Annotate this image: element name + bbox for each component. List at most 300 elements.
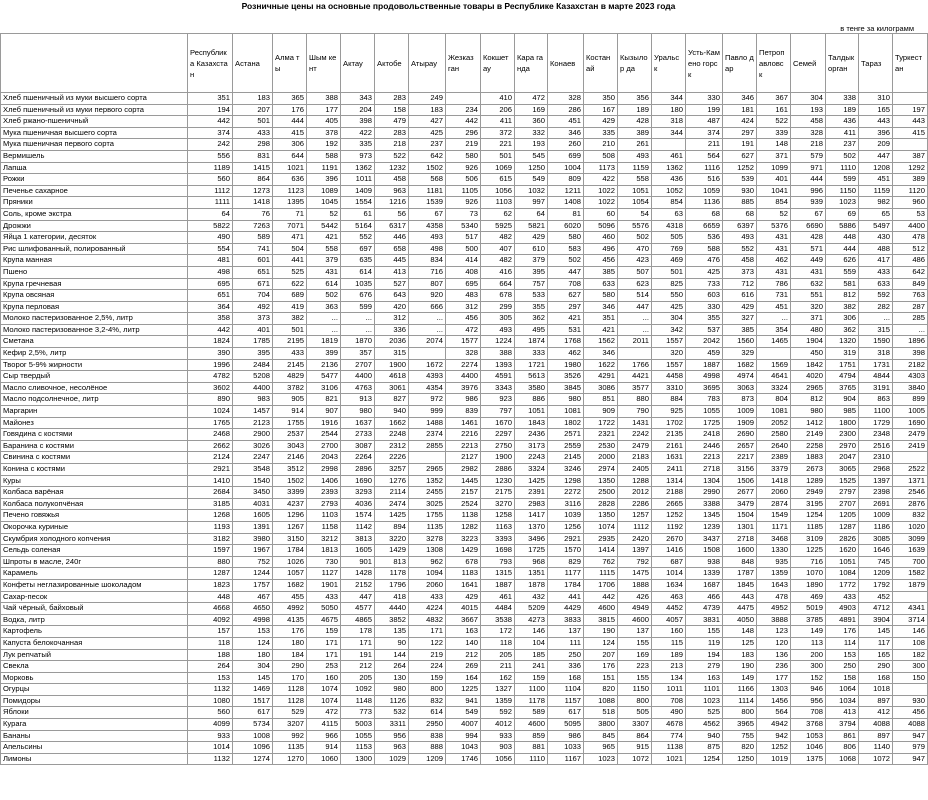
price-cell: 3813	[341, 533, 375, 545]
price-cell: 1055	[686, 406, 723, 418]
price-cell: 482	[481, 255, 515, 267]
price-cell: 3845	[548, 382, 584, 394]
price-cell: 1766	[618, 359, 652, 371]
price-cell: 335	[584, 127, 618, 139]
price-cell: 3399	[273, 487, 307, 499]
price-cell: 6397	[723, 220, 757, 232]
price-cell: 1397	[859, 475, 893, 487]
price-cell: 1345	[686, 510, 723, 522]
price-cell: 507	[618, 266, 652, 278]
price-cell: 2042	[686, 336, 723, 348]
price-cell: 603	[686, 290, 723, 302]
price-cell: 849	[893, 278, 928, 290]
price-cell: 2114	[375, 487, 409, 499]
product-name-cell: Апельсины	[1, 742, 188, 754]
price-cell: 1425	[515, 475, 548, 487]
product-name-cell: Лук репчатый	[1, 649, 188, 661]
price-cell: 708	[652, 695, 686, 707]
price-cell: 1080	[188, 695, 233, 707]
price-cell: 221	[481, 139, 515, 151]
table-row	[1, 661, 928, 673]
price-cell: 1105	[446, 185, 481, 197]
price-cell: 446	[375, 232, 409, 244]
price-cell: 1768	[548, 336, 584, 348]
price-cell: 4974	[723, 371, 757, 383]
price-cell: 2571	[548, 429, 584, 441]
price-cell: 467	[233, 591, 273, 603]
price-cell: 2418	[686, 429, 723, 441]
price-cell: 980	[375, 684, 409, 696]
price-cell: 299	[481, 301, 515, 313]
price-cell: 875	[686, 742, 723, 754]
price-cell: 845	[584, 730, 618, 742]
price-cell: 4458	[652, 371, 686, 383]
price-cell: 3602	[188, 382, 233, 394]
price-cell: 395	[233, 348, 273, 360]
price-cell: 2391	[515, 487, 548, 499]
column-header: Конаев	[548, 34, 584, 93]
price-cell: 4237	[273, 498, 307, 510]
price-cell: 153	[826, 649, 859, 661]
price-cell: 527	[375, 278, 409, 290]
price-cell: 560	[188, 174, 233, 186]
price-cell: 2405	[618, 464, 652, 476]
price-cell: 1088	[584, 695, 618, 707]
price-cell: 571	[791, 243, 826, 255]
price-cell: 461	[481, 591, 515, 603]
price-cell: 545	[515, 150, 548, 162]
price-cell: 1120	[893, 185, 928, 197]
price-cell: 518	[584, 707, 618, 719]
price-cell: 148	[723, 626, 757, 638]
price-cell: 330	[686, 301, 723, 313]
product-name-cell: Курага	[1, 719, 188, 731]
table-row	[1, 730, 928, 742]
price-cell: 445	[375, 255, 409, 267]
price-cell: 704	[233, 290, 273, 302]
price-cell: 344	[652, 127, 686, 139]
price-cell: 3768	[791, 719, 826, 731]
price-cell: 157	[188, 626, 233, 638]
price-cell: 3765	[826, 382, 859, 394]
price-cell: 1254	[686, 753, 723, 765]
price-cell: 2524	[446, 498, 481, 510]
price-cell: 3965	[723, 719, 757, 731]
price-cell: 1637	[341, 417, 375, 429]
price-cell: 1802	[548, 417, 584, 429]
price-cell: 2874	[757, 498, 791, 510]
price-cell: 4400	[233, 382, 273, 394]
price-cell: 960	[893, 197, 928, 209]
price-cell: ...	[341, 313, 375, 325]
price-cell: ...	[307, 313, 341, 325]
price-cell: 287	[893, 301, 928, 313]
price-cell: 1415	[233, 162, 273, 174]
price-cell: 1094	[409, 568, 446, 580]
price-cell: 1072	[618, 753, 652, 765]
table-row	[1, 753, 928, 765]
price-cell: 558	[618, 174, 652, 186]
price-cell: 1099	[757, 162, 791, 174]
price-cell: 1351	[515, 568, 548, 580]
price-cell: 68	[723, 208, 757, 220]
price-cell: 493	[481, 324, 515, 336]
price-cell: 442	[188, 116, 233, 128]
table-row	[1, 150, 928, 162]
price-cell: 522	[757, 116, 791, 128]
price-cell: 559	[826, 266, 859, 278]
price-cell: 1074	[307, 684, 341, 696]
price-cell: 396	[859, 127, 893, 139]
price-cell: 1287	[826, 521, 859, 533]
price-cell: 1054	[618, 197, 652, 209]
product-name-cell: Маргарин	[1, 406, 188, 418]
price-cell: 124	[584, 637, 618, 649]
price-cell: 444	[273, 116, 307, 128]
price-cell	[618, 348, 652, 360]
price-cell: 2052	[757, 417, 791, 429]
price-cell: 197	[893, 104, 928, 116]
product-name-cell: Сельдь соленая	[1, 545, 188, 557]
price-cell: 189	[652, 649, 686, 661]
price-cell: 941	[446, 695, 481, 707]
price-cell: 212	[341, 661, 375, 673]
price-cell: 160	[652, 626, 686, 638]
price-cell: 980	[341, 406, 375, 418]
price-cell: 260	[548, 139, 584, 151]
price-cell: 2248	[375, 429, 409, 441]
price-cell: 1359	[757, 568, 791, 580]
price-cell: 472	[446, 324, 481, 336]
price-cell	[757, 348, 791, 360]
price-cell: 163	[446, 626, 481, 638]
price-cell: 382	[273, 313, 307, 325]
product-name-cell: Окорочка куриные	[1, 521, 188, 533]
price-cell: 2297	[481, 429, 515, 441]
price-cell: 1506	[723, 475, 757, 487]
price-cell: 2474	[375, 498, 409, 510]
price-cell: 697	[341, 243, 375, 255]
price-cell: 1157	[548, 695, 584, 707]
price-cell: 5164	[341, 220, 375, 232]
table-row	[1, 382, 928, 394]
price-cell: 502	[826, 150, 859, 162]
price-cell: 1100	[859, 406, 893, 418]
price-cell: 279	[686, 661, 723, 673]
price-cell: 4115	[307, 719, 341, 731]
price-cell: 458	[791, 116, 826, 128]
price-cell: 264	[188, 661, 233, 673]
price-cell: 206	[481, 104, 515, 116]
price-cell: 1056	[481, 185, 515, 197]
price-table	[0, 33, 928, 765]
price-cell: 318	[652, 116, 686, 128]
price-cell: 431	[307, 266, 341, 278]
price-cell: 382	[826, 301, 859, 313]
price-cell: 884	[652, 394, 686, 406]
price-cell: 4782	[188, 371, 233, 383]
price-cell: 1140	[859, 742, 893, 754]
price-cell: 1110	[515, 753, 548, 765]
price-cell: 986	[446, 394, 481, 406]
price-cell: 4641	[757, 371, 791, 383]
price-cell: 355	[515, 301, 548, 313]
price-cell: 986	[548, 730, 584, 742]
column-header: Республик а Казахстан	[188, 34, 233, 93]
price-cell: 1032	[515, 185, 548, 197]
price-cell: 1092	[341, 684, 375, 696]
price-cell: 632	[791, 278, 826, 290]
price-cell: 1475	[618, 568, 652, 580]
price-cell: 790	[618, 406, 652, 418]
price-cell: 76	[233, 208, 273, 220]
price-cell: 290	[859, 661, 893, 673]
price-cell: 1418	[233, 197, 273, 209]
price-cell: 401	[757, 174, 791, 186]
price-cell: 512	[893, 243, 928, 255]
product-name-cell: Масло подсолнечное, литр	[1, 394, 188, 406]
price-cell: 3156	[723, 464, 757, 476]
price-cell: 1268	[188, 510, 233, 522]
price-cell: 3086	[584, 382, 618, 394]
price-cell: 1557	[652, 359, 686, 371]
price-cell: 2974	[584, 464, 618, 476]
price-cell: 4050	[723, 614, 757, 626]
price-cell: 398	[341, 116, 375, 128]
price-cell: 1746	[446, 753, 481, 765]
price-cell: 148	[757, 139, 791, 151]
price-cell: 529	[273, 707, 307, 719]
price-cell: 2700	[307, 440, 341, 452]
price-cell: 664	[481, 278, 515, 290]
price-cell: 1033	[548, 742, 584, 754]
price-cell: 1315	[481, 568, 515, 580]
product-name-cell: Печено говяжья	[1, 510, 188, 522]
price-cell: 881	[515, 742, 548, 754]
price-cell: 599	[341, 301, 375, 313]
price-cell: 125	[723, 637, 757, 649]
price-cell: 241	[515, 661, 548, 673]
price-cell: 904	[826, 394, 859, 406]
price-cell: 5376	[757, 220, 791, 232]
price-cell: 901	[341, 556, 375, 568]
price-cell: 4675	[307, 614, 341, 626]
price-cell: 2684	[188, 487, 233, 499]
price-cell: 1167	[548, 753, 584, 765]
price-cell: 4031	[233, 498, 273, 510]
price-cell: 4952	[757, 603, 791, 615]
price-cell: 658	[375, 243, 409, 255]
price-cell: 315	[375, 348, 409, 360]
price-cell: 1026	[273, 556, 307, 568]
price-cell: 617	[233, 707, 273, 719]
price-cell: 3307	[618, 719, 652, 731]
price-cell: 859	[515, 730, 548, 742]
table-row	[1, 603, 928, 615]
price-cell: 525	[686, 707, 723, 719]
price-cell: 1350	[584, 475, 618, 487]
price-cell: 1352	[409, 475, 446, 487]
price-cell: 1391	[233, 521, 273, 533]
price-cell: 1690	[893, 417, 928, 429]
price-cell: 4099	[188, 719, 233, 731]
price-cell: 1539	[409, 197, 446, 209]
price-cell: 1159	[859, 185, 893, 197]
price-cell: 1408	[548, 197, 584, 209]
price-cell: 880	[188, 556, 233, 568]
price-cell: 4562	[686, 719, 723, 731]
price-cell: 1682	[273, 579, 307, 591]
price-cell: 306	[273, 139, 307, 151]
price-cell: 4088	[859, 719, 893, 731]
price-cell: 114	[826, 637, 859, 649]
table-row	[1, 208, 928, 220]
price-cell: 614	[409, 707, 446, 719]
price-cell: 178	[341, 626, 375, 638]
price-cell: 442	[446, 116, 481, 128]
price-cell: 1074	[307, 695, 341, 707]
price-cell: 6317	[375, 220, 409, 232]
price-cell: 395	[515, 266, 548, 278]
price-cell: 2149	[791, 429, 826, 441]
price-cell: 250	[548, 649, 584, 661]
price-cell: 763	[893, 290, 928, 302]
price-cell: 318	[859, 348, 893, 360]
price-cell: 283	[375, 93, 409, 105]
price-cell: 3106	[307, 382, 341, 394]
price-cell: 2393	[307, 487, 341, 499]
price-cell: 913	[341, 394, 375, 406]
price-cell: 741	[233, 243, 273, 255]
price-cell: 1870	[341, 336, 375, 348]
price-cell: 1755	[409, 510, 446, 522]
price-cell: 558	[307, 243, 341, 255]
price-cell: 212	[446, 649, 481, 661]
price-cell: 980	[791, 406, 826, 418]
price-cell: 2411	[652, 464, 686, 476]
price-cell: 2718	[723, 533, 757, 545]
price-cell: 2074	[409, 336, 446, 348]
price-cell: 1041	[757, 185, 791, 197]
price-cell: 108	[893, 637, 928, 649]
price-cell: 1150	[826, 185, 859, 197]
price-cell: 3310	[652, 382, 686, 394]
price-cell: 3450	[233, 487, 273, 499]
price-cell: 1887	[481, 579, 515, 591]
price-cell: 733	[686, 278, 723, 290]
price-cell: 695	[188, 278, 233, 290]
price-cell: 1469	[233, 684, 273, 696]
table-row	[1, 568, 928, 580]
price-cell: 410	[481, 93, 515, 105]
price-cell: 4794	[826, 371, 859, 383]
price-cell: 304	[791, 93, 826, 105]
price-cell: 399	[307, 348, 341, 360]
price-cell: 493	[618, 150, 652, 162]
price-cell: 379	[515, 255, 548, 267]
price-cell: 1339	[686, 568, 723, 580]
price-cell: 1021	[652, 753, 686, 765]
price-cell: 343	[341, 93, 375, 105]
price-cell: 2665	[652, 498, 686, 510]
price-cell: 180	[273, 637, 307, 649]
price-cell: 1904	[791, 336, 826, 348]
price-cell: 1620	[826, 545, 859, 557]
price-cell: 117	[859, 637, 893, 649]
price-cell: 456	[893, 707, 928, 719]
price-cell: 939	[791, 197, 826, 209]
price-cell: 4992	[273, 603, 307, 615]
price-cell: 560	[188, 707, 233, 719]
price-cell: 980	[548, 394, 584, 406]
price-cell: 4998	[233, 614, 273, 626]
price-cell: 633	[584, 278, 618, 290]
price-cell: 745	[859, 556, 893, 568]
price-cell: 416	[481, 266, 515, 278]
price-cell: 588	[686, 243, 723, 255]
price-cell: 183	[723, 649, 757, 661]
price-cell: 930	[893, 695, 928, 707]
price-cell: 312	[375, 313, 409, 325]
price-cell: 283	[375, 127, 409, 139]
price-cell: 821	[307, 394, 341, 406]
price-cell: 300	[791, 661, 826, 673]
price-cell: 4224	[409, 603, 446, 615]
price-cell: 339	[757, 127, 791, 139]
price-cell: 2123	[233, 417, 273, 429]
price-cell: 1570	[548, 545, 584, 557]
price-cell: 3437	[686, 533, 723, 545]
price-cell: 336	[375, 324, 409, 336]
column-header: Семей	[791, 34, 826, 93]
price-cell: 2420	[618, 533, 652, 545]
price-cell: 118	[481, 637, 515, 649]
price-cell: 1256	[548, 521, 584, 533]
price-cell: 1560	[723, 336, 757, 348]
price-cell: 169	[618, 649, 652, 661]
price-cell: 2797	[826, 487, 859, 499]
price-cell: 1554	[341, 197, 375, 209]
price-cell: 2136	[307, 359, 341, 371]
price-cell: 915	[618, 742, 652, 754]
table-row	[1, 255, 928, 267]
price-cell: 2272	[548, 487, 584, 499]
price-cell: 1250	[723, 753, 757, 765]
price-cell: 1069	[481, 162, 515, 174]
price-cell: 2152	[341, 579, 375, 591]
price-cell: 644	[273, 150, 307, 162]
price-cell: 3065	[826, 464, 859, 476]
price-cell: 1252	[723, 162, 757, 174]
price-cell: 219	[409, 649, 446, 661]
price-cell: 433	[409, 591, 446, 603]
product-name-cell: Капуста белокочанная	[1, 637, 188, 649]
price-cell: 938	[686, 556, 723, 568]
column-header: Павло дар	[723, 34, 757, 93]
price-cell: 1597	[188, 545, 233, 557]
price-cell: 1225	[791, 545, 826, 557]
price-cell: 5886	[826, 220, 859, 232]
price-cell: 1418	[757, 475, 791, 487]
price-cell: 1005	[893, 406, 928, 418]
price-cell: 1138	[652, 742, 686, 754]
price-cell: 1103	[307, 510, 341, 522]
table-row	[1, 104, 928, 116]
price-cell: 1185	[791, 521, 826, 533]
price-cell: 4421	[618, 371, 652, 383]
price-cell: 539	[723, 174, 757, 186]
price-cell: 2537	[273, 429, 307, 441]
